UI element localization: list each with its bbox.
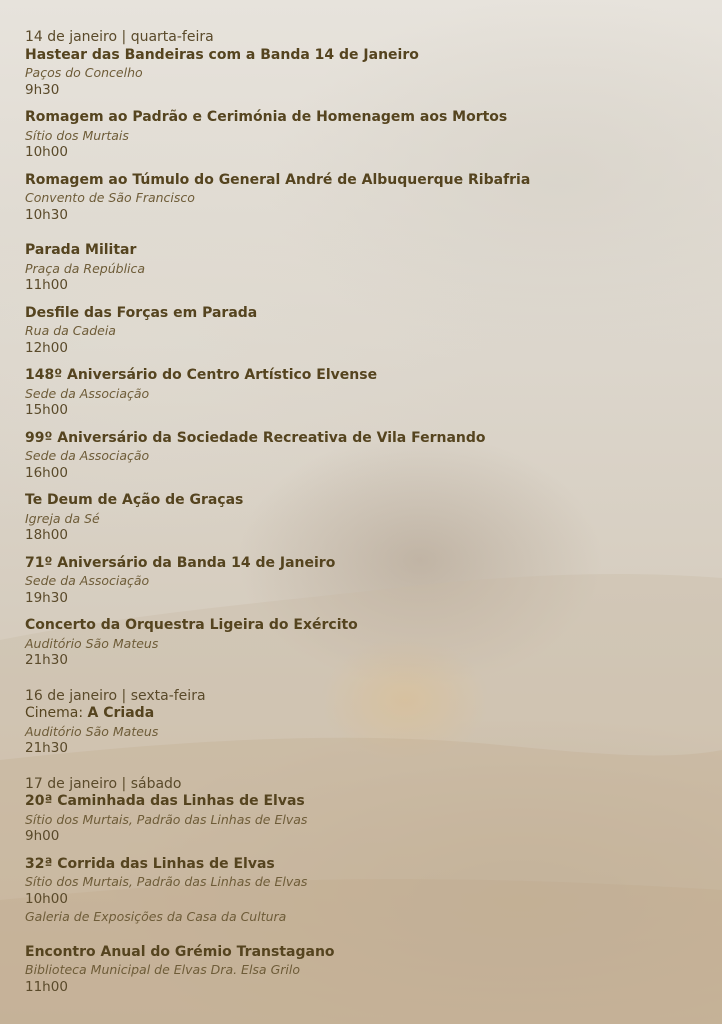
event-item (25, 555, 705, 608)
event-venue: Praça da República (25, 260, 146, 276)
event-time: 10h00 (25, 144, 68, 160)
event-time: 10h00 (25, 890, 68, 907)
event-item (25, 617, 705, 670)
event-time: 21h30 (25, 740, 68, 756)
event-title: Parada Militar (25, 242, 137, 258)
event-item (25, 242, 705, 295)
event-item (25, 109, 705, 162)
event-item (25, 944, 705, 997)
event-time: 11h00 (25, 277, 68, 293)
event-title: Romagem ao Túmulo do General André de Albuquerque Ribafria (25, 171, 531, 188)
event-time: 21h30 (25, 652, 68, 668)
event-title: 32ª Corrida das Linhas de Elvas (25, 855, 275, 872)
event-title: Concerto da Orquestra Ligeira do Exército (25, 617, 358, 633)
event-item (25, 856, 705, 926)
event-title: Romagem ao Padrão e Cerimónia de Homenagem aos Mortos (25, 109, 508, 125)
event-time: 15h00 (25, 402, 68, 418)
event-item (25, 793, 705, 846)
event-item (25, 705, 705, 758)
event-time: 16h00 (25, 464, 68, 481)
day-section (25, 688, 705, 758)
event-time: 18h00 (25, 527, 68, 543)
event-time: 9h30 (25, 81, 60, 98)
event-item (25, 305, 705, 358)
event-title (25, 705, 705, 723)
event-venue: Auditório São Mateus (25, 723, 159, 739)
event-title: 71º Aniversário da Banda 14 de Janeiro (25, 554, 336, 571)
event-venue: Sede da Associação (25, 573, 150, 588)
event-venue: Convento de São Francisco (25, 190, 195, 205)
event-time: 10h30 (25, 206, 68, 223)
event-title: Te Deum de Ação de Graças (25, 492, 244, 508)
day-header: 17 de janeiro | sábado (25, 775, 182, 792)
event-schedule (25, 29, 705, 996)
event-item (25, 47, 705, 100)
event-title: 99º Aniversário da Sociedade Recreativa de Vila Fernando (25, 429, 486, 446)
day-header: 16 de janeiro | sexta-feira (25, 687, 206, 704)
event-venue: Auditório São Mateus (25, 635, 159, 651)
event-venue: Sítio dos Murtais, Padrão das Linhas de Elvas (25, 811, 308, 827)
event-note: Galeria de Exposições da Casa da Cultura (25, 909, 287, 924)
event-time: 11h00 (25, 978, 68, 995)
event-venue: Biblioteca Municipal de Elvas Dra. Elsa Grilo (25, 962, 300, 977)
event-title: Desfile das Forças em Parada (25, 304, 258, 321)
event-venue: Sítio dos Murtais, Padrão das Linhas de Elvas (25, 874, 308, 889)
event-venue: Rua da Cadeia (25, 323, 116, 338)
event-title: 20ª Caminhada das Linhas de Elvas (25, 793, 305, 809)
day-section (25, 29, 705, 670)
day-section (25, 776, 705, 997)
event-item (25, 492, 705, 545)
event-time: 12h00 (25, 339, 68, 356)
event-venue: Paços do Concelho (25, 65, 143, 80)
event-title: 148º Aniversário do Centro Artístico Elvense (25, 367, 378, 383)
event-title-text: A Criada (87, 705, 155, 721)
event-title: Hastear das Bandeiras com a Banda 14 de Janeiro (25, 46, 419, 63)
event-venue: Sede da Associação (25, 385, 150, 401)
event-time: 19h30 (25, 589, 68, 606)
event-item (25, 172, 705, 225)
event-time: 9h00 (25, 828, 60, 844)
event-item (25, 367, 705, 420)
event-venue: Sede da Associação (25, 448, 150, 463)
event-venue: Igreja da Sé (25, 510, 100, 526)
day-header: 14 de janeiro | quarta-feira (25, 29, 214, 45)
event-title: Encontro Anual do Grémio Transtagano (25, 943, 335, 960)
event-venue: Sítio dos Murtais (25, 127, 129, 143)
event-prefix: Cinema: (25, 705, 88, 721)
event-item (25, 430, 705, 483)
